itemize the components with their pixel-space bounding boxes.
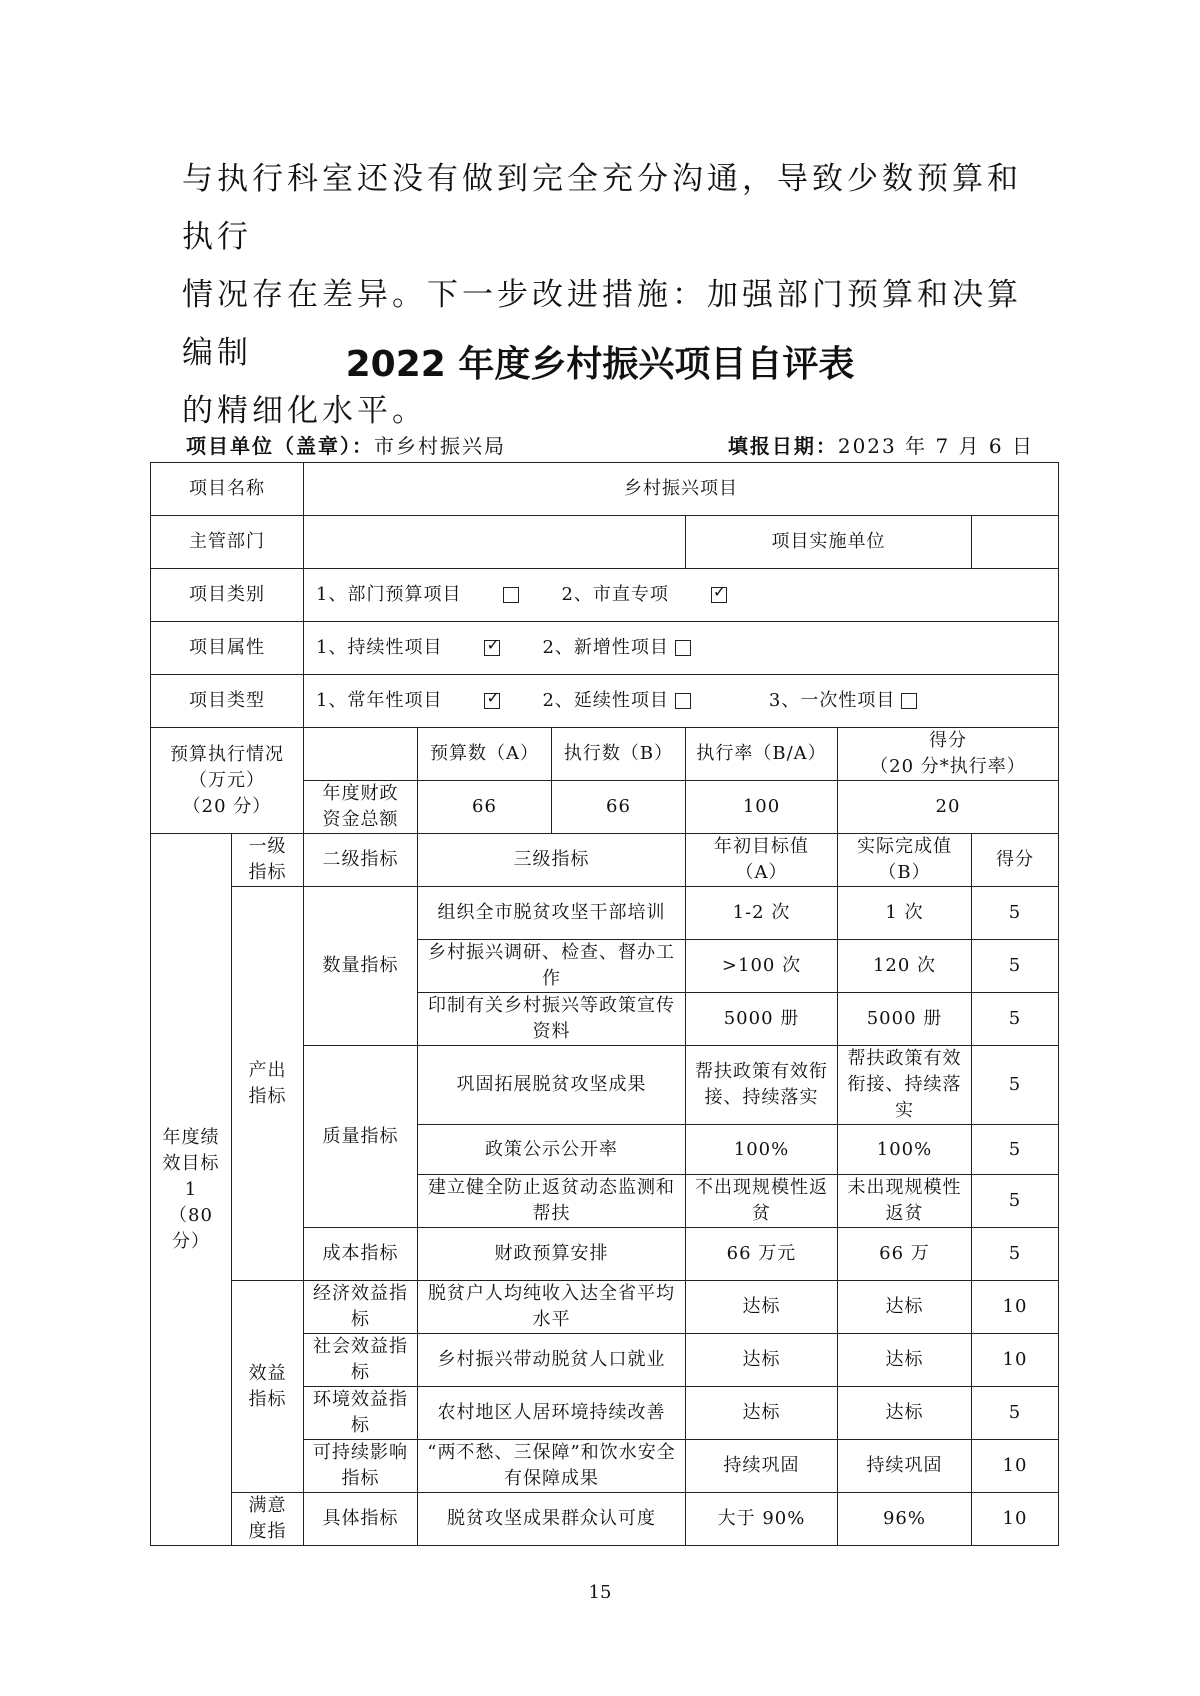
actual-header: 实际完成值 （B） [838,834,972,887]
target-cell: 持续巩固 [686,1440,838,1493]
score-cell: 10 [972,1334,1059,1387]
execution-value: 66 [552,781,686,834]
indicator-cell: 建立健全防止返贫动态监测和帮扶 [418,1175,686,1228]
rate-header: 执行率（B/A） [686,728,838,781]
type-option-1: 1、常年性项目 [316,690,443,711]
category-label: 项目类别 [151,569,304,622]
budget-value: 66 [418,781,552,834]
actual-cell: 未出现规模性返贫 [838,1175,972,1228]
score-header: 得分 [972,834,1059,887]
fund-total-label: 年度财政 资金总额 [304,781,418,834]
actual-cell: 帮扶政策有效衔接、持续落实 [838,1046,972,1125]
implementing-unit-label: 项目实施单位 [686,516,972,569]
indicator-cell: 脱贫攻坚成果群众认可度 [418,1493,686,1546]
checkbox-icon[interactable] [901,693,917,709]
target-header: 年初目标值 （A） [686,834,838,887]
report-date-value: 2023 年 7 月 6 日 [837,434,1034,458]
satisfaction-indicator-label: 满意 度指 [232,1493,304,1546]
category-option-1: 1、部门预算项目 [316,584,462,605]
indicator-cell: 印制有关乡村振兴等政策宣传资料 [418,993,686,1046]
indicator-cell: 农村地区人居环境持续改善 [418,1387,686,1440]
intro-line: 的精细化水平。 [182,393,427,429]
indicator-cell: 组织全市脱贫攻坚干部培训 [418,887,686,940]
type-options [304,675,1059,728]
target-cell: 66 万元 [686,1228,838,1281]
level2-cell: 环境效益指标 [304,1387,418,1440]
budget-score-header: 得分 （20 分*执行率） [838,728,1059,781]
indicator-cell: 乡村振兴带动脱贫人口就业 [418,1334,686,1387]
budget-header: 预算数（A） [418,728,552,781]
department-value [304,516,686,569]
intro-paragraph [182,150,1042,440]
actual-cell: 1 次 [838,887,972,940]
indicator-cell: 脱贫户人均纯收入达全省平均水平 [418,1281,686,1334]
level2-cell: 经济效益指标 [304,1281,418,1334]
level2-cell: 具体指标 [304,1493,418,1546]
actual-cell: 达标 [838,1334,972,1387]
project-unit-label: 项目单位（盖章）： [186,434,374,458]
rate-value: 100 [686,781,838,834]
attribute-option-1: 1、持续性项目 [316,637,443,658]
target-cell: 100% [686,1125,838,1175]
target-cell: 大于 90% [686,1493,838,1546]
target-cell: 不出现规模性返贫 [686,1175,838,1228]
target-cell: 达标 [686,1334,838,1387]
score-cell: 5 [972,940,1059,993]
type-option-3: 3、一次性项目 [768,690,896,711]
execution-header: 执行数（B） [552,728,686,781]
level2-cell: 可持续影响指标 [304,1440,418,1493]
target-cell: >100 次 [686,940,838,993]
level2-cell: 社会效益指标 [304,1334,418,1387]
actual-cell: 100% [838,1125,972,1175]
target-cell: 达标 [686,1387,838,1440]
department-label: 主管部门 [151,516,304,569]
output-indicator-label: 产出 指标 [232,887,304,1281]
checkbox-icon[interactable] [675,693,691,709]
actual-cell: 持续巩固 [838,1440,972,1493]
indicator-cell: 政策公示公开率 [418,1125,686,1175]
page-number: 15 [588,1582,612,1603]
project-name-label: 项目名称 [151,463,304,516]
project-unit [186,430,506,459]
score-cell: 10 [972,1493,1059,1546]
type-label: 项目类型 [151,675,304,728]
evaluation-table [150,462,1059,1546]
actual-cell: 达标 [838,1387,972,1440]
indicator-cell: “两不愁、三保障”和饮水安全有保障成果 [418,1440,686,1493]
report-date [728,430,1034,459]
score-cell: 5 [972,993,1059,1046]
target-cell: 1-2 次 [686,887,838,940]
checkbox-icon[interactable] [484,693,500,709]
actual-cell: 达标 [838,1281,972,1334]
quality-indicator-label: 质量指标 [304,1046,418,1228]
benefit-indicator-label: 效益 指标 [232,1281,304,1493]
actual-cell: 5000 册 [838,993,972,1046]
level3-header: 三级指标 [418,834,686,887]
score-cell: 5 [972,1046,1059,1125]
checkbox-icon[interactable] [484,640,500,656]
attribute-options [304,622,1059,675]
target-cell: 帮扶政策有效衔接、持续落实 [686,1046,838,1125]
type-option-2: 2、延续性项目 [542,690,669,711]
attribute-option-2: 2、新增性项目 [542,637,669,658]
score-cell: 5 [972,1175,1059,1228]
project-unit-value: 市乡村振兴局 [374,434,506,458]
target-cell: 达标 [686,1281,838,1334]
level1-header: 一级 指标 [232,834,304,887]
category-options [304,569,1059,622]
score-cell: 5 [972,887,1059,940]
score-cell: 5 [972,1228,1059,1281]
cost-indicator-label: 成本指标 [304,1228,418,1281]
project-name-value: 乡村振兴项目 [304,463,1059,516]
level2-header: 二级指标 [304,834,418,887]
indicator-cell: 乡村振兴调研、检查、督办工作 [418,940,686,993]
intro-line: 情况存在差异。下一步改进措施：加强部门预算和决算编制 [182,277,1022,371]
annual-goal-label: 年度绩 效目标 1 （80 分） [151,834,232,1546]
budget-score-value: 20 [838,781,1059,834]
score-cell: 5 [972,1387,1059,1440]
quantity-indicator-label: 数量指标 [304,887,418,1046]
actual-cell: 66 万 [838,1228,972,1281]
category-option-2: 2、市直专项 [561,584,669,605]
actual-cell: 96% [838,1493,972,1546]
report-date-label: 填报日期： [727,434,838,458]
indicator-cell: 巩固拓展脱贫攻坚成果 [418,1046,686,1125]
indicator-cell: 财政预算安排 [418,1228,686,1281]
checkbox-icon[interactable] [675,640,691,656]
page-title: 2022 年度乡村振兴项目自评表 [345,344,855,385]
score-cell: 5 [972,1125,1059,1175]
score-cell: 10 [972,1281,1059,1334]
checkbox-icon[interactable] [711,587,727,603]
implementing-unit-value [972,516,1059,569]
actual-cell: 120 次 [838,940,972,993]
target-cell: 5000 册 [686,993,838,1046]
intro-line: 与执行科室还没有做到完全充分沟通，导致少数预算和执行 [182,161,1022,255]
budget-execution-label: 预算执行情况 （万元） （20 分） [151,728,304,834]
checkbox-icon[interactable] [503,587,519,603]
attribute-label: 项目属性 [151,622,304,675]
score-cell: 10 [972,1440,1059,1493]
